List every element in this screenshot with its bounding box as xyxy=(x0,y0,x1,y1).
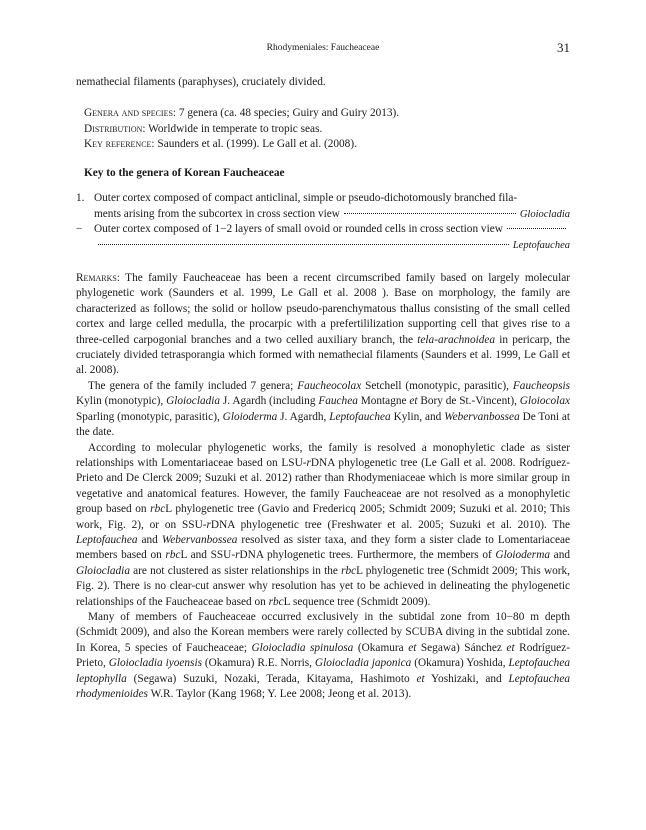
remarks-text: resolved as sister taxa, and they form a sister clade to Lomentariaceae members based on xyxy=(76,533,570,562)
page-body xyxy=(76,75,570,702)
leader-dots xyxy=(507,228,566,229)
running-title: Rhodymeniales: Faucheaceae xyxy=(266,43,380,53)
key-item-lead-line xyxy=(94,207,570,222)
remarks-term: tela-arachnoidea xyxy=(417,333,496,346)
remarks-text: Kylin (monotypic), xyxy=(76,395,167,408)
remarks-label: Remarks: xyxy=(76,272,121,285)
key-item-lead-line xyxy=(94,222,570,237)
remarks-text: J. Agardh (including xyxy=(220,395,319,408)
key-item-text: Outer cortex composed of compact anticlinal, simple or pseudo-dichotomously branched fila- xyxy=(94,192,518,205)
key-item-2 xyxy=(76,222,570,237)
species-name: Leptofauchea leptophylla xyxy=(76,657,570,685)
remarks-text: (Okamura) R.E. Norris, xyxy=(201,657,315,670)
genus-name: Faucheopsis xyxy=(512,379,571,392)
remarks-text: The family Faucheaceae has been a recent circumscribed family based on largely molecular phylogenetic work (Saunders et al. 1999, Le Gall et al. 2008 ). Base on morphology, the family are characterized as follows; the solid or hollow pseudo-parenchymatous thallus consisting of the small celled cortex and large celled medulla, the procarpic with a prefertililization supporting cell that gives rise to a three-celled carpogonial branches and a two celled auxiliary branch, the xyxy=(76,272,570,346)
remarks-text: L and SSU- xyxy=(180,549,236,562)
leader-dots xyxy=(344,213,516,214)
genus-name: Webervanbossea xyxy=(161,533,238,546)
remarks-text: Rodríguez-Prieto, xyxy=(76,641,570,670)
remarks-text: Bory de St.-Vincent), xyxy=(417,395,520,408)
gene-name: rbc xyxy=(165,549,181,562)
remarks-text: W.R. Taylor (Kang 1968; Y. Lee 2008; Jeong et al. 2013). xyxy=(147,688,412,701)
species-name: Gloiocladia japonica xyxy=(314,657,412,670)
key-reference-text: Saunders et al. (1999). Le Gall et al. (2008). xyxy=(157,137,357,150)
remarks-text: L phylogenetic tree (Gavio and Fredericq 2005; Schmidt 2009; Suzuki et al. 2010; This work, Fig. 2), or on SSU- xyxy=(76,503,570,531)
italic-r: r xyxy=(235,549,240,562)
remarks-text: are not clustered as sister relationships in the xyxy=(129,564,342,577)
remarks-text: DNA phylogenetic tree (Freshwater et al. 2005; Suzuki et al. 2010). The xyxy=(210,518,570,531)
key-item-number: − xyxy=(76,223,83,236)
distribution-row xyxy=(84,122,570,137)
italic-r: r xyxy=(206,518,211,531)
key-item-number: 1. xyxy=(76,192,85,205)
leader-dots xyxy=(98,244,509,245)
remarks-paragraph-2 xyxy=(76,379,570,441)
genus-name: Faucheocolax xyxy=(297,379,362,392)
remarks-text: The genera of the family included 7 genera; xyxy=(88,379,298,392)
genus-name: Gloiocladia xyxy=(166,395,221,408)
genus-name: Gloiocladia xyxy=(76,564,130,577)
et-word: et xyxy=(506,641,515,654)
remarks-text: DNA phylogenetic tree (Le Gall et al. 2008. Rodríguez-Prieto and De Clerck 2009; Suzuki et al. 2012) rather than Rhodymeniaceae which is more similar group in vegetative and anatomical features. However, the family Faucheaceae are not resolved as a monophyletic group based on xyxy=(76,456,570,516)
remarks-text: in pericarp, the cruciately divided tetrasporangia which formed with nemathecial filaments (Saunders et al. 1999, Le Gall et al. 2008). xyxy=(76,333,570,377)
key-item-lead-line xyxy=(76,238,570,253)
remarks-paragraph-1 xyxy=(76,271,570,379)
gene-name: rbc xyxy=(150,503,166,516)
species-name: Leptofauchea rhodymenioides xyxy=(76,672,570,701)
remarks-text: L sequence tree (Schmidt 2009). xyxy=(283,595,431,608)
remarks-paragraph-4 xyxy=(76,610,570,702)
species-name: Gloiocladia spinulosa xyxy=(251,641,354,654)
genus-name: Gloiocolax xyxy=(519,395,570,408)
remarks-text: (Okamura) Yoshida, xyxy=(411,657,509,670)
italic-r: r xyxy=(306,456,311,469)
key-item-1 xyxy=(76,191,570,222)
remarks-text: Kylin, and xyxy=(390,410,445,423)
remarks-text: and xyxy=(550,549,570,562)
remarks-text: (Okamura xyxy=(353,641,409,654)
key-title: Key to the genera of Korean Faucheaceae xyxy=(84,167,285,180)
distribution-text: Worldwide in temperate to tropic seas. xyxy=(148,122,323,135)
gene-name: rbc xyxy=(268,595,284,608)
genus-name: Gloioderma xyxy=(495,549,551,562)
et-word: et xyxy=(416,672,425,685)
page-number: 31 xyxy=(557,40,570,55)
remarks-text: Setchell (monotypic, parasitic), xyxy=(361,379,513,392)
remarks-text: L phylogenetic tree (Schmidt 2009; This work, Fig. 2). There is no clear-cut answer why resolution has yet to be achieved in delineating the phylogenetic relationships of the Faucheaceae based on xyxy=(76,564,571,608)
key-item-text: ments arising from the subcortex in cross section view xyxy=(94,207,340,220)
genera-row xyxy=(84,106,570,121)
genera-text: 7 genera (ca. 48 species; Guiry and Guiry 2013). xyxy=(178,107,400,120)
remarks-text: Segawa) Sánchez xyxy=(416,641,507,654)
genus-name: Webervanbossea xyxy=(444,410,520,423)
remarks-text: Many of members of Faucheaceae occurred exclusively in the subtidal zone from 10−80 m depth (Schmidt 2009), and also the Korean members were rarely collected by SCUBA diving in the subtidal zone. In Korea, 5 species of Faucheaceae; xyxy=(76,610,570,654)
key-reference-label: Key reference: xyxy=(84,137,155,150)
key-genus-gloiocladia: Gloiocladia xyxy=(519,208,570,220)
genus-name: Leptofauchea xyxy=(329,410,391,423)
remarks-text: De Toni at the date. xyxy=(76,410,571,439)
remarks-text: Sparling (monotypic, parasitic), xyxy=(76,410,223,423)
genus-name: Fauchea xyxy=(318,395,358,408)
remarks-text: J. Agardh, xyxy=(277,410,330,423)
remarks-text: Montagne xyxy=(357,395,410,408)
remarks-paragraph-3 xyxy=(76,441,570,610)
species-name: Gloiocladia iyoensis xyxy=(108,657,202,670)
gene-name: rbc xyxy=(341,564,357,577)
page-header xyxy=(76,40,570,60)
distribution-label: Distribution: xyxy=(84,122,146,135)
key-reference-row xyxy=(84,137,570,152)
genus-name: Gloioderma xyxy=(222,410,278,423)
identification-key xyxy=(76,191,570,253)
remarks-text: DNA phylogenetic trees. Furthermore, the members of xyxy=(239,549,496,562)
genus-name: Leptofauchea xyxy=(76,533,138,546)
remarks-text: and xyxy=(137,533,162,546)
remarks-text: According to molecular phylogenetic works, the family is resolved a monophyletic clade as sister relationships with Lomentariaceae based on LSU- xyxy=(76,441,570,469)
genera-label: Genera and species: xyxy=(84,107,177,120)
remarks-text: Yoshizaki, and xyxy=(424,672,509,685)
remarks-section xyxy=(76,271,570,702)
intro-line: nemathecial filaments (paraphyses), cruciately divided. xyxy=(76,76,326,88)
family-summary xyxy=(84,106,570,152)
key-item-text: Outer cortex composed of 1−2 layers of small ovoid or rounded cells in cross section view xyxy=(94,223,503,236)
et-word: et xyxy=(408,641,417,654)
et-word: et xyxy=(409,395,418,408)
remarks-text: (Segawa) Suzuki, Nozaki, Terada, Kitayama, Hashimoto xyxy=(126,672,417,685)
key-genus-leptofauchea: Leptofauchea xyxy=(512,239,570,251)
